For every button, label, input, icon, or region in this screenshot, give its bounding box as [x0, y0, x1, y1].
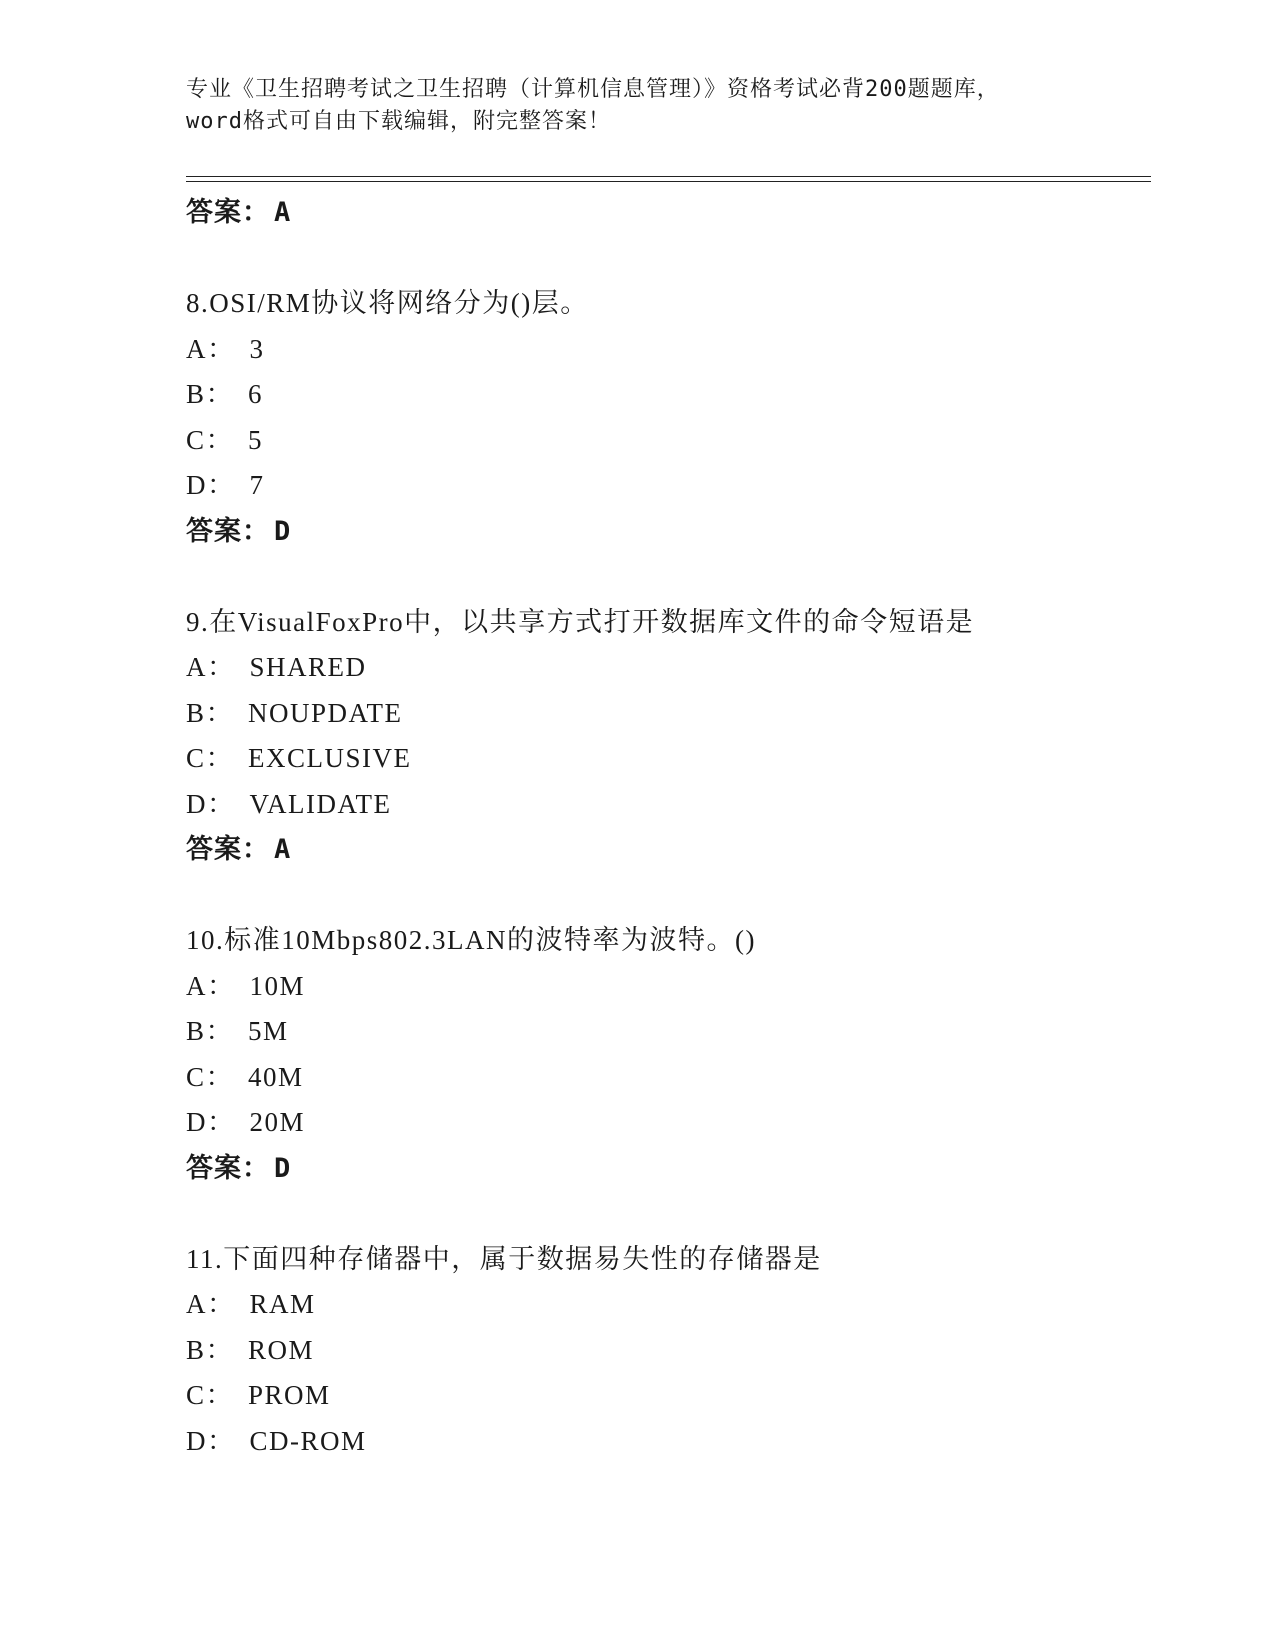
question-stem: 8.OSI/RM协议将网络分为()层。	[186, 288, 589, 318]
option-letter: A	[186, 652, 207, 682]
option-line	[186, 327, 1146, 373]
option-text: 3	[249, 333, 265, 364]
answer-label: 答案：	[186, 515, 270, 547]
spacer	[186, 554, 1146, 600]
question-stem: 9.在VisualFoxPro中，以共享方式打开数据库文件的命令短语是	[186, 606, 975, 637]
option-text: EXCLUSIVE	[248, 743, 412, 773]
option-line	[186, 1282, 1146, 1328]
header-rule-bottom	[186, 181, 1151, 182]
question-stem: 11.下面四种存储器中，属于数据易失性的存储器是	[186, 1243, 822, 1274]
option-letter: A	[186, 1289, 207, 1319]
answer-value: D	[274, 515, 292, 547]
option-line	[186, 782, 1146, 828]
option-separator: ：	[205, 1334, 235, 1365]
option-text: 40M	[248, 1061, 304, 1092]
option-text: RAM	[249, 1289, 316, 1319]
option-line	[186, 1055, 1146, 1101]
answer-line	[186, 509, 1146, 555]
option-separator: ：	[207, 788, 236, 819]
question-list	[186, 190, 1146, 1464]
option-line	[186, 645, 1146, 691]
option-line	[186, 964, 1146, 1010]
option-text: 20M	[249, 1107, 306, 1137]
option-text: 6	[248, 379, 264, 409]
answer-line	[186, 190, 1146, 236]
answer-label: 答案：	[186, 834, 270, 865]
spacer	[186, 236, 1146, 282]
option-separator: ：	[205, 424, 235, 455]
option-text: SHARED	[249, 652, 367, 682]
option-line	[186, 1100, 1146, 1146]
option-separator: ：	[207, 333, 236, 364]
option-letter: D	[186, 1107, 207, 1137]
option-letter: B	[186, 379, 206, 409]
option-letter: B	[186, 697, 206, 728]
option-separator: ：	[207, 652, 236, 682]
option-text: VALIDATE	[249, 788, 392, 819]
option-separator: ：	[207, 470, 236, 500]
header-rule-top	[186, 176, 1151, 177]
option-separator: ：	[207, 1107, 236, 1137]
option-text: 5	[248, 424, 264, 455]
answer-value: A	[274, 834, 292, 865]
option-letter: B	[186, 1334, 206, 1365]
option-letter: B	[186, 1016, 206, 1046]
option-line	[186, 1328, 1146, 1374]
option-separator: ：	[207, 1289, 236, 1319]
option-separator: ：	[205, 379, 235, 409]
answer-value: A	[274, 197, 292, 228]
answer-label: 答案：	[186, 197, 270, 228]
option-letter: C	[186, 1061, 206, 1092]
option-line	[186, 463, 1146, 509]
option-letter: C	[186, 1380, 206, 1410]
option-separator: ：	[205, 743, 235, 773]
option-letter: D	[186, 788, 207, 819]
option-text: ROM	[248, 1334, 315, 1365]
header-line-2: word格式可自由下载编辑，附完整答案！	[186, 109, 611, 134]
option-separator: ：	[205, 1016, 235, 1046]
document-header	[186, 74, 1086, 138]
option-line	[186, 1373, 1146, 1419]
option-letter: D	[186, 1425, 207, 1456]
option-text: NOUPDATE	[248, 697, 403, 728]
answer-line	[186, 1146, 1146, 1192]
option-text: 7	[249, 470, 265, 500]
answer-label: 答案：	[186, 1152, 270, 1184]
option-text: 5M	[248, 1016, 289, 1046]
option-line	[186, 736, 1146, 782]
option-separator: ：	[207, 1425, 236, 1456]
option-separator: ：	[207, 970, 236, 1001]
option-letter: D	[186, 470, 207, 500]
option-text: 10M	[249, 970, 306, 1001]
option-line	[186, 691, 1146, 737]
option-line	[186, 372, 1146, 418]
option-line	[186, 418, 1146, 464]
question-stem: 10.标准10Mbps802.3LAN的波特率为波特。()	[186, 925, 756, 955]
option-line	[186, 1419, 1146, 1465]
spacer	[186, 1191, 1146, 1237]
answer-value: D	[274, 1152, 292, 1184]
option-letter: C	[186, 743, 206, 773]
option-letter: A	[186, 970, 207, 1001]
option-text: PROM	[248, 1380, 331, 1410]
option-letter: C	[186, 424, 206, 455]
header-line-1: 专业《卫生招聘考试之卫生招聘（计算机信息管理）》资格考试必背200题题库，	[186, 77, 1000, 102]
option-separator: ：	[205, 697, 235, 728]
option-letter: A	[186, 333, 207, 364]
answer-line	[186, 827, 1146, 873]
option-text: CD-ROM	[249, 1425, 367, 1456]
option-line	[186, 1009, 1146, 1055]
option-separator: ：	[205, 1061, 235, 1092]
option-separator: ：	[205, 1380, 235, 1410]
spacer	[186, 873, 1146, 919]
